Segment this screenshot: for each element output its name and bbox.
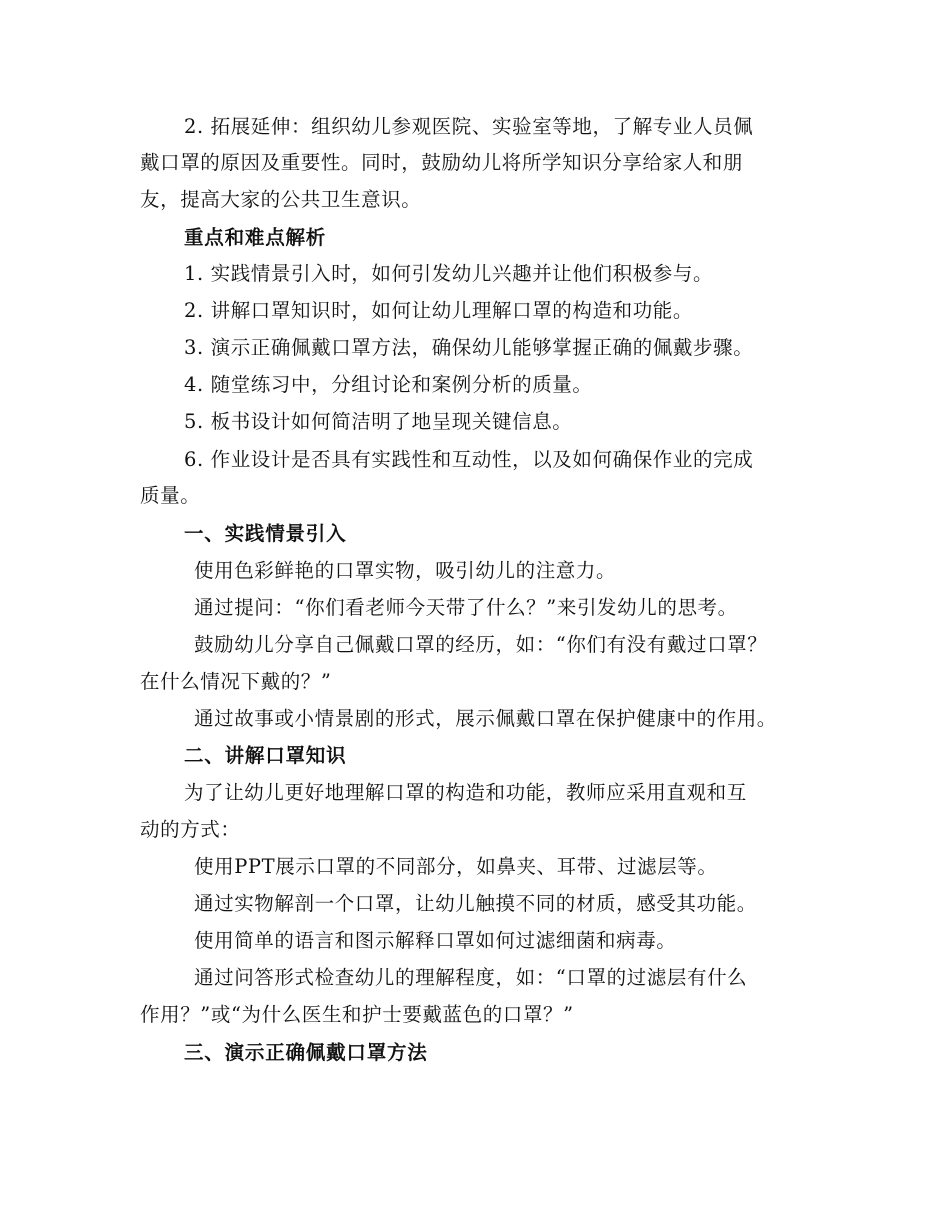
paragraph-line: 使用色彩鲜艳的口罩实物，吸引幼儿的注意力。 (194, 559, 617, 582)
paragraph-line: 戴口罩的原因及重要性。同时，鼓励幼儿将所学知识分享给家人和朋 (140, 151, 744, 174)
section-heading: 一、实践情景引入 (184, 522, 347, 545)
paragraph-line: 通过故事或小情景剧的形式，展示佩戴口罩在保护健康中的作用。 (194, 707, 777, 730)
list-item: 质量。 (140, 484, 201, 507)
paragraph-line: 使用简单的语言和图示解释口罩如何过滤细菌和病毒。 (194, 929, 677, 952)
paragraph-line: 鼓励幼儿分享自己佩戴口罩的经历，如：“你们有没有戴过口罩？ (194, 633, 768, 656)
paragraph-line: 通过提问：“你们看老师今天带了什么？”来引发幼儿的思考。 (194, 596, 738, 619)
paragraph-line: 动的方式： (140, 818, 241, 841)
paragraph-line: 在什么情况下戴的？” (140, 670, 332, 693)
paragraph-line: 友，提高大家的公共卫生意识。 (140, 188, 422, 211)
paragraph-line: 为了让幼儿更好地理解口罩的构造和功能，教师应采用直观和互 (184, 781, 747, 804)
list-item: 3. 演示正确佩戴口罩方法，确保幼儿能够掌握正确的佩戴步骤。 (184, 336, 754, 359)
paragraph-line: 通过实物解剖一个口罩，让幼儿触摸不同的材质，感受其功能。 (194, 892, 757, 915)
list-item: 4. 随堂练习中，分组讨论和案例分析的质量。 (184, 373, 593, 396)
list-item: 6. 作业设计是否具有实践性和互动性，以及如何确保作业的完成 (184, 448, 754, 471)
paragraph-line: 使用PPT展示口罩的不同部分，如鼻夹、耳带、过滤层等。 (194, 855, 718, 878)
section-heading: 重点和难点解析 (184, 226, 327, 249)
list-item: 1. 实践情景引入时，如何引发幼儿兴趣并让他们积极参与。 (184, 262, 714, 285)
paragraph-line: 2. 拓展延伸：组织幼儿参观医院、实验室等地，了解专业人员佩 (184, 115, 754, 138)
list-item: 2. 讲解口罩知识时，如何让幼儿理解口罩的构造和功能。 (184, 299, 694, 322)
paragraph-line: 作用？”或“为什么医生和护士要戴蓝色的口罩？” (140, 1003, 574, 1026)
paragraph-line: 通过问答形式检查幼儿的理解程度，如：“口罩的过滤层有什么 (194, 966, 748, 989)
list-item: 5. 板书设计如何简洁明了地呈现关键信息。 (184, 410, 573, 433)
section-heading: 二、讲解口罩知识 (184, 744, 347, 767)
section-heading: 三、演示正确佩戴口罩方法 (184, 1041, 428, 1064)
